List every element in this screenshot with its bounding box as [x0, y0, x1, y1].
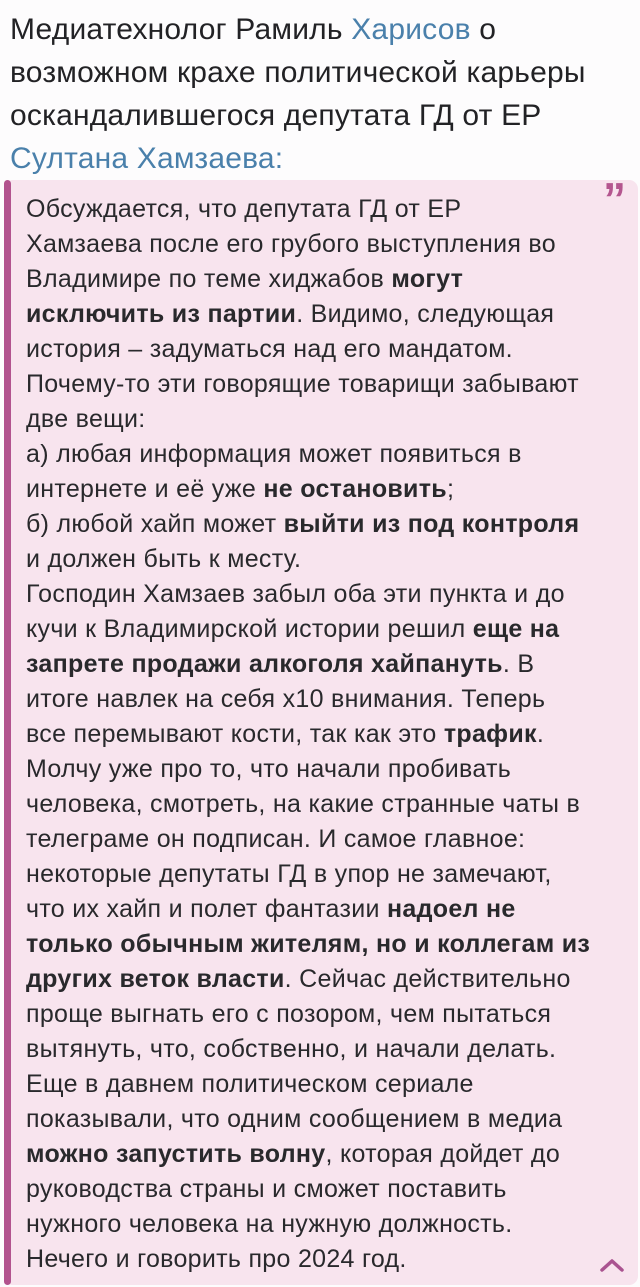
quoted-message — [4, 173, 638, 1285]
text-segment: выйти из под контроля — [283, 510, 580, 538]
text-segment: вытянуть, что, собственно, и начали делать. — [26, 1035, 557, 1063]
text-segment: оскандалившегося депутата ГД от ЕР — [10, 99, 542, 132]
text-segment: две вещи: — [26, 405, 146, 433]
text-line — [26, 472, 624, 507]
text-line — [10, 8, 630, 51]
text-segment: интернете и её уже — [26, 475, 264, 503]
text-segment: еще на — [472, 615, 560, 643]
text-segment: , которая дойдет до — [325, 1140, 561, 1168]
text-line — [26, 1137, 624, 1172]
text-line — [26, 717, 624, 752]
text-segment: история – задуматься над его мандатом. — [26, 335, 513, 363]
text-segment: Господин Хамзаев забыл оба эти пункта и до — [26, 580, 565, 608]
text-segment: некоторые депутаты ГД в упор не замечают, — [26, 860, 552, 888]
text-segment: нужного человека на нужную должность. — [26, 1210, 513, 1238]
text-line — [26, 507, 624, 542]
text-line — [26, 997, 624, 1032]
text-line — [26, 857, 624, 892]
text-line — [26, 332, 624, 367]
text-segment: итоге навлек на себя х10 внимания. Теперь — [26, 685, 546, 713]
text-segment: кучи к Владимирской истории решил — [26, 615, 473, 643]
text-segment: б) любой хайп может — [26, 510, 284, 538]
text-segment: других веток власти — [26, 965, 285, 993]
text-segment: могут — [391, 265, 464, 293]
inline-link[interactable]: Харисов — [351, 13, 471, 46]
quote-mark-icon: ” — [603, 173, 626, 225]
text-line — [26, 612, 624, 647]
text-line — [26, 367, 624, 402]
text-line — [26, 1242, 624, 1277]
inline-link[interactable]: Султана Хамзаева: — [10, 142, 284, 175]
text-line — [26, 297, 624, 332]
text-line — [26, 927, 624, 962]
text-segment: исключить из партии — [26, 300, 297, 328]
text-line — [26, 1172, 624, 1207]
text-segment: запрете продажи алкоголя хайпануть — [26, 650, 503, 678]
text-segment: Обсуждается, что депутата ГД от ЕР — [26, 195, 462, 223]
text-line — [26, 402, 624, 437]
collapse-quote-button[interactable] — [598, 1255, 626, 1275]
text-segment: и должен быть к месту. — [26, 545, 302, 573]
text-segment: ; — [446, 475, 455, 503]
text-line — [26, 787, 624, 822]
text-line — [10, 51, 630, 94]
text-segment: возможном крахе политической карьеры — [10, 56, 586, 89]
quote-text — [26, 192, 624, 1277]
chevron-up-icon — [599, 1257, 625, 1273]
text-segment: можно запустить волну — [26, 1140, 326, 1168]
text-segment: руководства страны и сможет поставить — [26, 1175, 507, 1203]
text-segment: трафик — [443, 720, 537, 748]
text-segment: . В — [502, 650, 535, 678]
text-segment: телеграме он подписан. И самое главное: — [26, 825, 526, 853]
text-line — [26, 1102, 624, 1137]
text-line — [26, 262, 624, 297]
text-line — [26, 892, 624, 927]
text-segment: только обычным жителям, но и коллегам из — [26, 930, 591, 958]
text-segment: Молчу уже про то, что начали пробивать — [26, 755, 512, 783]
text-segment: . Сейчас действительно — [284, 965, 571, 993]
post-header — [0, 0, 640, 180]
text-line — [26, 437, 624, 472]
text-line — [26, 577, 624, 612]
text-line — [26, 192, 624, 227]
text-line — [26, 1207, 624, 1242]
text-segment: человека, смотреть, на какие странные чаты в — [26, 790, 581, 818]
text-segment: . Видимо, следующая — [296, 300, 555, 328]
text-line — [26, 227, 624, 262]
text-segment: Еще в давнем политическом сериале — [26, 1070, 474, 1098]
text-line — [10, 94, 630, 137]
quote-left-bar — [4, 180, 11, 1285]
text-line — [26, 542, 624, 577]
text-segment: Владимире по теме хиджабов — [26, 265, 392, 293]
text-line — [26, 962, 624, 997]
text-segment: все перемывают кости, так как это — [26, 720, 444, 748]
text-segment: Нечего и говорить про 2024 год. — [26, 1245, 407, 1273]
text-segment: а) любая информация может появиться в — [26, 440, 522, 468]
text-segment: что их хайп и полет фантазии — [26, 895, 387, 923]
text-segment: . — [536, 720, 545, 748]
text-segment: не остановить — [263, 475, 447, 503]
text-line — [26, 1067, 624, 1102]
text-line — [26, 1032, 624, 1067]
text-segment: о — [470, 13, 497, 46]
text-line — [26, 682, 624, 717]
text-segment: Почему-то эти говорящие товарищи забывают — [26, 370, 579, 398]
text-line — [26, 752, 624, 787]
text-segment: показывали, что одним сообщением в медиа — [26, 1105, 563, 1133]
text-segment: надоел не — [387, 895, 516, 923]
text-segment: Хамзаева после его грубого выступления во — [26, 230, 556, 258]
text-line — [26, 822, 624, 857]
text-segment: проще выгнать его с позором, чем пытаться — [26, 1000, 552, 1028]
text-line — [26, 647, 624, 682]
text-segment: Медиатехнолог Рамиль — [10, 13, 352, 46]
text-line — [10, 137, 630, 180]
